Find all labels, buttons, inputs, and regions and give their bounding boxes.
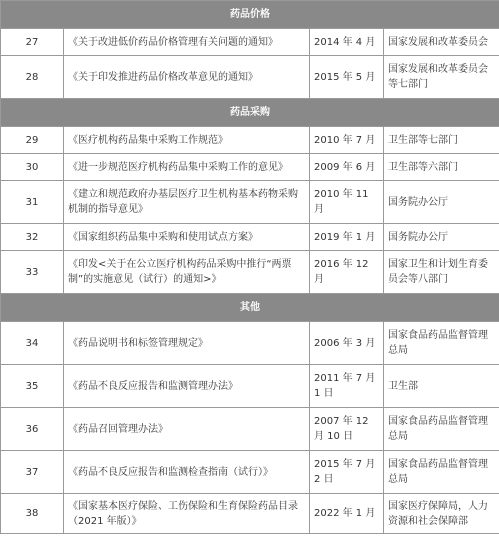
table-row	[1, 181, 499, 224]
issue-date: 2010 年 7 月	[310, 127, 384, 154]
table-row	[1, 127, 499, 154]
section-title: 其他	[1, 294, 499, 322]
table-row	[1, 451, 499, 494]
row-number: 32	[1, 224, 64, 251]
row-number: 35	[1, 365, 64, 408]
issuing-authority: 国务院办公厅	[384, 181, 499, 224]
issuing-authority: 国家食品药品监督管理总局	[384, 451, 499, 494]
issue-date: 2010 年 11 月	[310, 181, 384, 224]
row-number: 30	[1, 154, 64, 181]
section-header-price	[1, 1, 499, 29]
document-title: 《医疗机构药品集中采购工作规范》	[64, 127, 310, 154]
issuing-authority: 卫生部	[384, 365, 499, 408]
document-title: 《国家组织药品集中采购和使用试点方案》	[64, 224, 310, 251]
row-number: 27	[1, 29, 64, 56]
issuing-authority: 国家食品药品监督管理总局	[384, 408, 499, 451]
document-title: 《药品说明书和标签管理规定》	[64, 322, 310, 365]
document-title: 《关于改进低价药品价格管理有关问题的通知》	[64, 29, 310, 56]
issue-date: 2019 年 1 月	[310, 224, 384, 251]
table-row	[1, 224, 499, 251]
document-title: 《进一步规范医疗机构药品集中采购工作的意见》	[64, 154, 310, 181]
issuing-authority: 国家发展和改革委员会	[384, 29, 499, 56]
document-title: 《药品不良反应报告和监测管理办法》	[64, 365, 310, 408]
table-row	[1, 29, 499, 56]
document-title: 《药品召回管理办法》	[64, 408, 310, 451]
document-title: 《关于印发推进药品价格改革意见的通知》	[64, 56, 310, 99]
document-title: 《药品不良反应报告和监测检查指南（试行）》	[64, 451, 310, 494]
section-header-procurement	[1, 99, 499, 127]
issue-date: 2006 年 3 月	[310, 322, 384, 365]
section-title: 药品采购	[1, 99, 499, 127]
section-header-other	[1, 294, 499, 322]
table-row	[1, 365, 499, 408]
row-number: 31	[1, 181, 64, 224]
issuing-authority: 卫生部等七部门	[384, 127, 499, 154]
issue-date: 2009 年 6 月	[310, 154, 384, 181]
issue-date: 2015 年 7 月 2 日	[310, 451, 384, 494]
issuing-authority: 国家发展和改革委员会等七部门	[384, 56, 499, 99]
issue-date: 2015 年 5 月	[310, 56, 384, 99]
issue-date: 2007 年 12 月 10 日	[310, 408, 384, 451]
issue-date: 2014 年 4 月	[310, 29, 384, 56]
issuing-authority: 国家医疗保障局，人力资源和社会保障部	[384, 494, 499, 534]
document-title: 《建立和规范政府办基层医疗卫生机构基本药物采购机制的指导意见》	[64, 181, 310, 224]
table-row	[1, 322, 499, 365]
row-number: 34	[1, 322, 64, 365]
table-row	[1, 494, 499, 534]
table-row	[1, 154, 499, 181]
section-title: 药品价格	[1, 1, 499, 29]
issuing-authority: 国家食品药品监督管理总局	[384, 322, 499, 365]
row-number: 29	[1, 127, 64, 154]
table-row	[1, 56, 499, 99]
row-number: 36	[1, 408, 64, 451]
row-number: 38	[1, 494, 64, 534]
issuing-authority: 卫生部等六部门	[384, 154, 499, 181]
row-number: 28	[1, 56, 64, 99]
table-row	[1, 251, 499, 294]
document-title: 《印发<关于在公立医疗机构药品采购中推行“两票制”的实施意见（试行）的通知>》	[64, 251, 310, 294]
table-row	[1, 408, 499, 451]
row-number: 37	[1, 451, 64, 494]
issuing-authority: 国务院办公厅	[384, 224, 499, 251]
document-title: 《国家基本医疗保险、工伤保险和生育保险药品目录（2021 年版）》	[64, 494, 310, 534]
issue-date: 2011 年 7 月 1 日	[310, 365, 384, 408]
issuing-authority: 国家卫生和计划生育委员会等八部门	[384, 251, 499, 294]
issue-date: 2022 年 1 月	[310, 494, 384, 534]
issue-date: 2016 年 12 月	[310, 251, 384, 294]
row-number: 33	[1, 251, 64, 294]
